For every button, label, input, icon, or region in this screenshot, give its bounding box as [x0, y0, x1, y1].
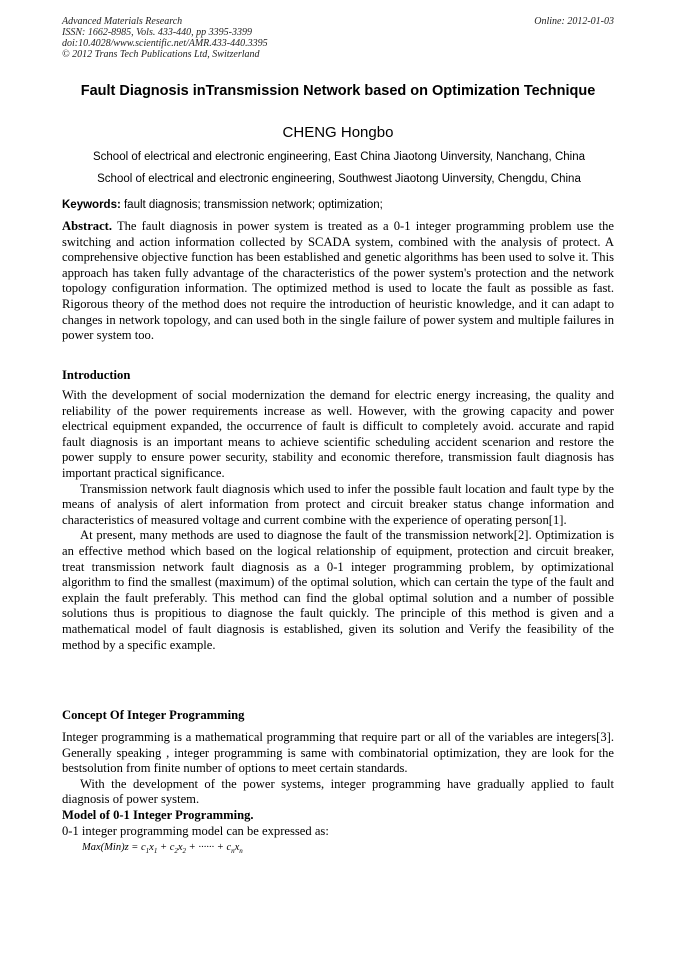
introduction-section	[62, 388, 614, 653]
formula-subscript: n	[231, 847, 235, 856]
formula-term: c	[226, 842, 232, 853]
formula-operator: + ······ +	[186, 842, 227, 853]
doi-line: doi:10.4028/www.scientific.net/AMR.433-440.3395	[62, 38, 268, 49]
formula-term: x	[177, 842, 183, 853]
model-text: 0-1 integer programming model can be expressed as:	[62, 824, 329, 838]
formula-subscript: n	[239, 847, 243, 856]
paragraph: With the development of social modernization the demand for electric energy increasing, the quality and reliability of the power requirements increase as well. However, with the growing capacity and power electrical equipment expanded, the occurrence of fault is difficult to completely avoid. accurate and rapid fault diagnosis is an important means to achieve scientific scheduling accident scenarion and restore the power supply to ensure power security, stability and economic therefore, transmission fault diagnosis has important practical significance.	[62, 388, 614, 480]
abstract-label: Abstract.	[62, 219, 113, 233]
journal-header	[62, 16, 268, 60]
concept-section	[62, 730, 614, 808]
formula-subscript: 2	[174, 847, 178, 856]
paragraph: At present, many methods are used to diagnose the fault of the transmission network[2]. Optimization is an effective method which based on the logical relationship of equipment, protection and circuit breaker, treat transmission network fault diagnosis as a 0-1 integer programming problem, by optimizational algorithm to find the smallest (maximum) of the optimal solution, which can certain the type of the fault and explain the fault preferably. This method can find the global optimal solution and a number of possible solutions thus is propitious to diagnose the fault quickly. The principle of this method is given and a mathematical model of fault diagnosis is established, given its solution and Verify the feasibility of the method by a specific example.	[62, 528, 614, 652]
paper-title: Fault Diagnosis inTransmission Network based on Optimization Technique	[80, 83, 596, 99]
formula-term: c	[141, 842, 146, 853]
paragraph: With the development of the power systems, integer programming have gradually applied to fault diagnosis of power system.	[62, 776, 614, 807]
journal-name: Advanced Materials Research	[62, 16, 183, 27]
formula-term: x	[234, 842, 240, 853]
model-heading: Model of 0-1 Integer Programming.	[62, 808, 254, 822]
formula-term: x	[149, 842, 154, 853]
issn-line: ISSN: 1662-8985, Vols. 433-440, pp 3395-3399	[62, 27, 252, 38]
keywords-label: Keywords:	[62, 199, 121, 211]
formula-subscript: 2	[182, 847, 187, 856]
online-date: Online: 2012-01-03	[534, 16, 614, 27]
affiliation-1: School of electrical and electronic engineering, East China Jiaotong Uinversity, Nanchang, China	[92, 151, 585, 163]
author-name: CHENG Hongbo	[282, 124, 394, 141]
keywords	[62, 198, 614, 212]
introduction-heading: Introduction	[62, 368, 131, 382]
copyright-line: © 2012 Trans Tech Publications Ltd, Switzerland	[62, 49, 260, 60]
objective-formula	[82, 842, 243, 855]
affiliation-2: School of electrical and electronic engineering, Southwest Jiaotong Uinversity, Chengdu, China	[97, 173, 581, 185]
formula-term: c	[169, 842, 175, 853]
formula-subscript: 1	[145, 847, 150, 856]
concept-heading: Concept Of Integer Programming	[62, 708, 245, 722]
keywords-text: fault diagnosis; transmission network; optimization;	[120, 199, 383, 211]
formula-lhs: Max(Min)z =	[82, 842, 141, 853]
paragraph: Integer programming is a mathematical programming that require part or all of the variables are integers[3]. Generally speaking , integer programming is same with combinatorial optimization, they are look for the bestsolution from finite number of options to meet certain standards.	[62, 730, 614, 776]
formula-subscript: 1	[153, 847, 158, 856]
paragraph: Transmission network fault diagnosis which used to infer the possible fault location and fault type by the means of analysis of alert information from protect and circuit breaker status change information and characteristics of measured voltage and current combine with the experience of operating person[1].	[62, 481, 614, 527]
formula-operator: +	[157, 842, 170, 853]
abstract-text: The fault diagnosis in power system is treated as a 0-1 integer programming problem use the switching and action information collected by SCADA system, combined with the analysis of protect. A comprehensive objective function has been established and genetic algorithms has been used to solve it. This approach has taken fully advantage of the characteristics of the power system's protection and the network topology configuration information. The optimized method is used to locate the fault as possible as fast. Rigorous theory of the method does not require the introduction of heuristic knowledge, and it can adapt to changes in network topology, and can used both in the single failure of power system and multiple failures in power system too.	[62, 219, 614, 343]
abstract	[62, 219, 614, 344]
